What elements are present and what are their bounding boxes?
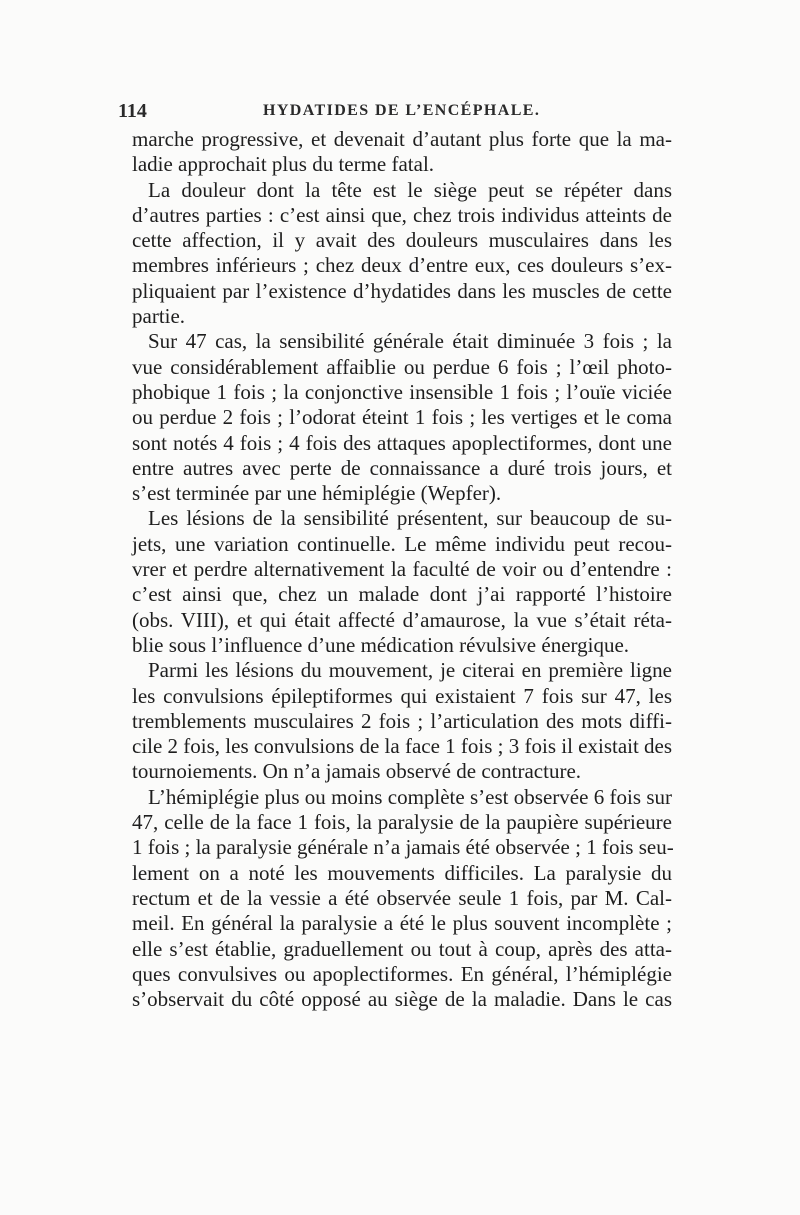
text-line: vue considérablement affaiblie ou perdue 6 fois ; l’œil photo- — [132, 354, 672, 379]
body-text — [132, 127, 672, 1012]
text-line: jets, une variation continuelle. Le même individu peut recou- — [132, 531, 672, 556]
text-line: Sur 47 cas, la sensibilité générale était diminuée 3 fois ; la — [148, 329, 672, 354]
text-line: marche progressive, et devenait d’autant plus forte que la ma- — [132, 127, 672, 151]
text-line: 1 fois ; la paralysie générale n’a jamais été observée ; 1 fois seu- — [132, 835, 674, 860]
text-line: La douleur dont la tête est le siège peut se répéter dans — [148, 177, 672, 202]
paragraph — [132, 127, 672, 178]
text-line: (obs. VIII), et qui était affecté d’amaurose, la vue s’était réta- — [132, 607, 672, 632]
text-line: phobique 1 fois ; la conjonctive insensible 1 fois ; l’ouïe viciée — [132, 379, 672, 404]
text-line: entre autres avec perte de connaissance a duré trois jours, et — [132, 455, 672, 480]
text-line: tournoiements. On n’a jamais observé de contracture. — [132, 759, 582, 784]
text-line: Parmi les lésions du mouvement, je citerai en première ligne — [148, 658, 672, 683]
text-line: blie sous l’influence d’une médication révulsive énergique. — [132, 632, 630, 657]
text-line: pliquaient par l’existence d’hydatides dans les muscles de cette — [132, 278, 672, 303]
page-header — [118, 100, 678, 124]
paragraph — [132, 329, 672, 506]
paragraph — [132, 785, 672, 1013]
text-line: membres inférieurs ; chez deux d’entre eux, ces douleurs s’ex- — [132, 253, 672, 278]
paragraph — [132, 506, 672, 658]
text-line: partie. — [132, 304, 186, 329]
text-line: les convulsions épileptiformes qui existaient 7 fois sur 47, les — [132, 683, 672, 708]
page-number: 114 — [118, 100, 147, 122]
text-line: tremblements musculaires 2 fois ; l’articulation des mots diffi- — [132, 708, 672, 733]
text-line: meil. En général la paralysie a été le plus souvent incomplète ; — [132, 911, 672, 936]
text-line: d’autres parties : c’est ainsi que, chez trois individus atteints de — [132, 202, 672, 227]
text-line: rectum et de la vessie a été observée seule 1 fois, par M. Cal- — [132, 885, 672, 910]
text-line: s’est terminée par une hémiplégie (Wepfer). — [132, 481, 502, 506]
running-title: HYDATIDES DE L’ENCÉPHALE. — [263, 102, 541, 119]
text-line: 47, celle de la face 1 fois, la paralysie de la paupière supérieure — [132, 810, 672, 835]
paragraph — [132, 178, 672, 330]
text-line: elle s’est établie, graduellement ou tout à coup, après des atta- — [132, 936, 672, 961]
text-line: L’hémiplégie plus ou moins complète s’est observée 6 fois sur — [148, 784, 672, 809]
text-line: sont notés 4 fois ; 4 fois des attaques apoplectiformes, dont une — [132, 430, 672, 455]
text-line: cette affection, il y avait des douleurs musculaires dans les — [132, 228, 672, 253]
text-line: Les lésions de la sensibilité présentent, sur beaucoup de su- — [148, 506, 672, 531]
text-line: s’observait du côté opposé au siège de la maladie. Dans le cas — [132, 987, 672, 1012]
text-line: c’est ainsi que, chez un malade dont j’ai rapporté l’histoire — [132, 582, 672, 607]
text-line: lement on a noté les mouvements difficiles. La paralysie du — [132, 860, 672, 885]
text-line: vrer et perdre alternativement la faculté de voir ou d’entendre : — [132, 557, 672, 582]
paragraph — [132, 658, 672, 784]
text-line: ladie approchait plus du terme fatal. — [132, 152, 435, 177]
text-line: cile 2 fois, les convulsions de la face 1 fois ; 3 fois il existait des — [132, 734, 673, 759]
text-line: ou perdue 2 fois ; l’odorat éteint 1 fois ; les vertiges et le coma — [132, 405, 672, 430]
text-line: ques convulsives ou apoplectiformes. En général, l’hémiplégie — [132, 961, 672, 986]
